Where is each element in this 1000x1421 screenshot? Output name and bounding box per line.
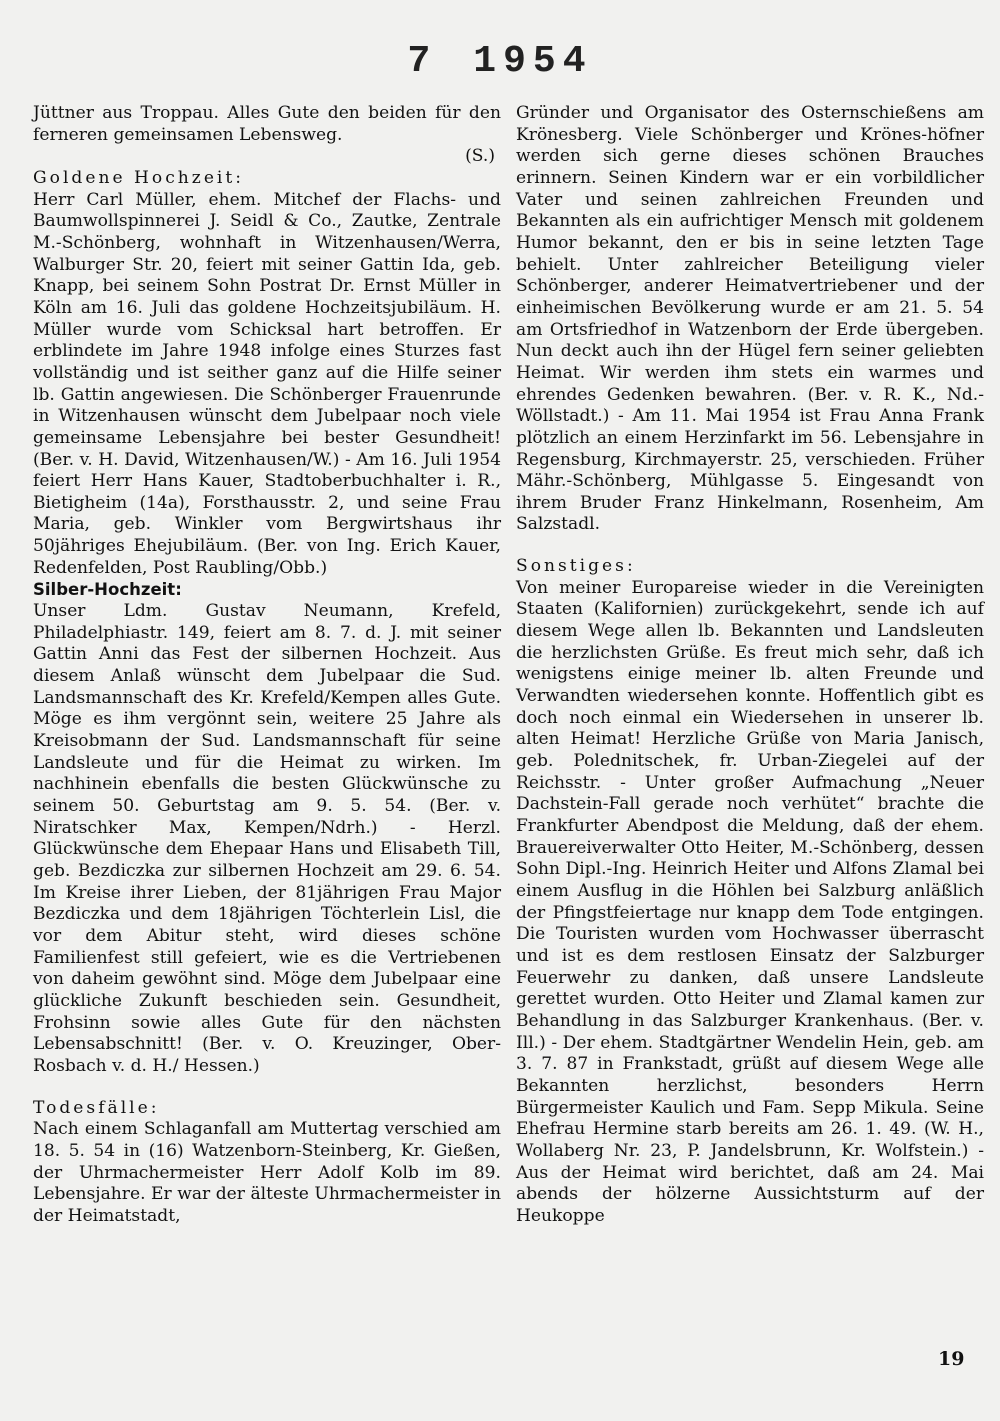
silver-wedding-heading: Silber-Hochzeit:: [33, 580, 182, 600]
left-column: [33, 103, 501, 1227]
issue-number: 7: [407, 40, 438, 83]
golden-wedding-text: Herr Carl Müller, ehem. Mitchef der Flachs- und Baumwollspinnerei J. Seidl & Co., Zautke, Zentrale M.-Schönberg, wohnhaft in Witzenhausen/Werra, Walburger Str. 20, feiert mit seiner Gattin Ida, geb. Knapp, bei seinem Sohn Postrat Dr. Ernst Müller in Köln am 16. Juli das goldene Hochzeitsjubiläum. H. Müller wurde vom Schicksal hart betroffen. Er erblindete im Jahre 1948 infolge eines Sturzes fast vollständig und ist seither ganz auf die Hilfe seiner lb. Gattin angewiesen. Die Schönberger Frauenrunde in Witzenhausen wünscht dem Jubelpaar noch viele gemeinsame Lebensjahre bei bester Gesundheit! (Ber. v. H. David, Witzenhausen/W.) - Am 16. Juli 1954 feiert Herr Hans Kauer, Stadtoberbuchhalter i. R., Bietigheim (14a), Forsthausstr. 2, und seine Frau Maria, geb. Winkler vom Bergwirtshaus ihr 50jähriges Ehejubiläum. (Ber. von Ing. Erich Kauer, Redenfelden, Post Raubling/Obb.): [33, 189, 501, 578]
page-number: 19: [938, 1348, 965, 1370]
misc-heading: Sonstiges:: [516, 556, 636, 577]
deaths-text: Nach einem Schlaganfall am Muttertag verschied am 18. 5. 54 in (16) Watzenborn-Steinberg, Kr. Gießen, der Uhrmachermeister Herr Adolf Kolb im 89. Lebensjahre. Er war der älteste Uhrmachermeister in der Heimatstadt,: [33, 1119, 501, 1226]
silver-wedding-text: Unser Ldm. Gustav Neumann, Krefeld, Philadelphiastr. 149, feiert am 8. 7. d. J. mit seiner Gattin Anni das Fest der silbernen Hochzeit. Aus diesem Anlaß wünscht dem Jubelpaar die Sud. Landsmannschaft des Kr. Krefeld/Kempen alles Gute. Möge es ihm vergönnt sein, weitere 25 Jahre als Kreisobmann der Sud. Landsmannschaft für seine Landsleute und für die Heimat zu wirken. Im nachhinein ebenfalls die besten Glückwünsche zu seinem 50. Geburtstag am 9. 5. 54. (Ber. v. Niratschker Max, Kempen/Ndrh.) - Herzl. Glückwünsche dem Ehepaar Hans und Elisabeth Till, geb. Bezdiczka zur silbernen Hochzeit am 29. 6. 54. Im Kreise ihrer Lieben, der 81jährigen Frau Major Bezdiczka und dem 18jährigen Töchterlein Lisl, die vor dem Abitur steht, wird dieses schöne Familienfest still gefeiert, wie es die Vertriebenen von daheim gewöhnt sind. Möge dem Jubelpaar eine glückliche Zukunft beschieden sein. Gesundheit, Frohsinn sowie alles Gute für den nächsten Lebensabschnitt! (Ber. v. O. Kreuzinger, Ober-Rosbach v. d. H./ Hessen.): [33, 601, 501, 1076]
misc-text: Von meiner Europareise wieder in die Vereinigten Staaten (Kalifornien) zurückgekehrt, sende ich auf diesem Wege allen lb. Bekannten und Landsleuten die herzlichsten Grüße. Es freut mich sehr, daß ich wenigstens einige meiner lb. alten Freunde und Verwandten wiedersehen konnte. Hoffentlich gibt es doch noch einmal ein Wiedersehen in unserer lb. alten Heimat! Herzliche Grüße von Maria Janisch, geb. Polednitschek, fr. Urban-Ziegelei auf der Reichsstr. - Unter großer Aufmachung „Neuer Dachstein-Fall gerade noch verhütet“ brachte die Frankfurter Abendpost die Meldung, daß der ehem. Brauereiverwalter Otto Heiter, M.-Schönberg, dessen Sohn Dipl.-Ing. Heinrich Heiter und Alfons Zlamal bei einem Ausflug in die Höhlen bei Salzburg anläßlich der Pfingstfeiertage nur knapp dem Tode entgingen. Die Touristen wurden vom Hochwasser überrascht und ist es dem restlosen Einsatz der Salzburger Feuerwehr zu danken, daß unsere Landsleute gerettet wurden. Otto Heiter und Zlamal kamen zur Behandlung in das Salzburger Krankenhaus. (Ber. v. Ill.) - Der ehem. Stadtgärtner Wendelin Hein, geb. am 3. 7. 87 in Frankstadt, grüßt auf diesem Wege alle Bekannten herzlichst, besonders Herrn Bürgermeister Kaulich und Fam. Sepp Mikula. Seine Ehefrau Hermine starb bereits am 26. 1. 49. (W. H., Wollaberg Nr. 23, P. Jandelsbrunn, Kr. Wolfstein.) - Aus der Heimat wird berichtet, daß am 24. Mai abends der hölzerne Aussichtsturm auf der Heukoppe: [516, 577, 984, 1226]
issue-year: 1954: [473, 40, 593, 83]
intro-signature: (S.): [465, 146, 495, 167]
deaths-heading: Todesfälle:: [33, 1097, 160, 1118]
right-column: [516, 103, 984, 1227]
golden-wedding-heading: Goldene Hochzeit:: [33, 167, 245, 188]
deaths-continued-text: Gründer und Organisator des Osternschießens am Krönesberg. Viele Schönberger und Krönes-höfner werden sich gerne dieses schönen Brauches erinnern. Seinen Kindern war er ein vorbildlicher Vater und seinen zahlreichen Freunden und Bekannten als ein aufrichtiger Mensch mit goldenem Humor bekannt, den er bis in seine letzten Tage behielt. Unter zahlreicher Beteiligung vieler Schönberger, anderer Heimatvertriebener und der einheimischen Bevölkerung wurde er am 21. 5. 54 am Ortsfriedhof in Watzenborn der Erde übergeben. Nun deckt auch ihn der Hügel fern seiner geliebten Heimat. Wir werden ihm stets ein warmes und ehrendes Gedenken bewahren. (Ber. v. R. K., Nd.-Wöllstadt.) - Am 11. Mai 1954 ist Frau Anna Frank plötzlich an einem Herzinfarkt im 56. Lebensjahre in Regensburg, Kirchmayerstr. 25, verschieden. Früher Mähr.-Schönberg, Mühlgasse 5. Eingesandt von ihrem Bruder Franz Hinkelmann, Rosenheim, Am Salzstadl.: [516, 103, 984, 535]
page-header: [0, 40, 1000, 83]
intro-paragraph: Jüttner aus Troppau. Alles Gute den beiden für den ferneren gemeinsamen Lebensweg.: [33, 103, 501, 145]
